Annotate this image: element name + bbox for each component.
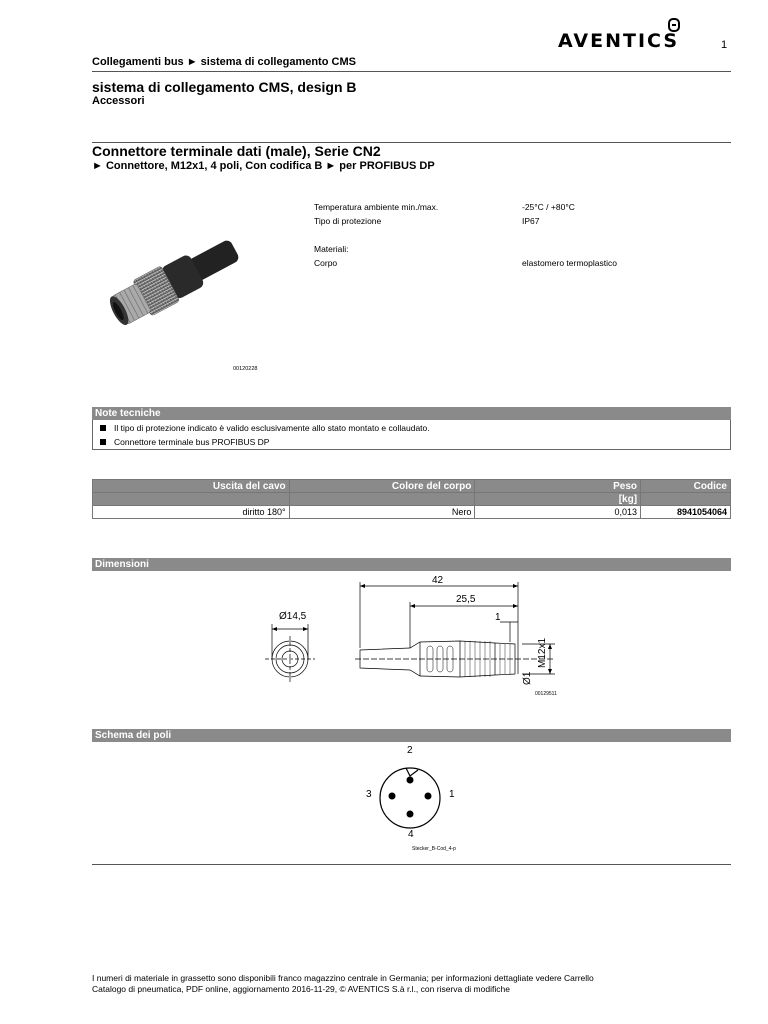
spec-label: Materiali: bbox=[314, 244, 349, 254]
dim-o1-label: Ø1 bbox=[522, 671, 533, 685]
spec-label: Corpo bbox=[314, 258, 338, 268]
dim-diameter-label: Ø14,5 bbox=[279, 611, 307, 622]
drawing-code: Stecker_B-Cod_4-p bbox=[412, 846, 456, 852]
cell-peso: 0,013 bbox=[475, 506, 641, 519]
dim-25-5-label: 25,5 bbox=[456, 594, 476, 605]
pin-label-3: 3 bbox=[366, 789, 372, 800]
dim-1-label: 1 bbox=[495, 612, 501, 623]
pins-header: Schema dei poli bbox=[92, 729, 731, 742]
note-text: Connettore terminale bus PROFIBUS DP bbox=[114, 437, 270, 447]
footer-line: Catalogo di pneumatica, PDF online, aggiornamento 2016-11-29, © AVENTICS S.à r.l., con riserva di modifiche bbox=[92, 984, 510, 994]
notes-header: Note tecniche bbox=[92, 407, 731, 420]
product-path: ► Connettore, M12x1, 4 poli, Con codifica B ► per PROFIBUS DP bbox=[92, 160, 435, 172]
page-number: 1 bbox=[721, 39, 728, 51]
cell-uscita: diritto 180° bbox=[93, 506, 290, 519]
page-title: sistema di collegamento CMS, design B bbox=[92, 79, 357, 95]
pin-label-1: 1 bbox=[449, 789, 455, 800]
dimensions-header: Dimensioni bbox=[92, 558, 731, 571]
order-table bbox=[92, 479, 731, 519]
note-item bbox=[100, 437, 269, 447]
table-units-row bbox=[93, 493, 731, 506]
col-unit bbox=[641, 493, 731, 506]
bullet-icon bbox=[100, 425, 106, 431]
cell-codice: 8941054064 bbox=[641, 506, 731, 519]
pin-label-4: 4 bbox=[408, 829, 414, 840]
breadcrumb: Collegamenti bus ► sistema di collegamento CMS bbox=[92, 56, 356, 68]
col-unit bbox=[93, 493, 290, 506]
col-unit: [kg] bbox=[475, 493, 641, 506]
page-subtitle: Accessori bbox=[92, 95, 145, 107]
table-row bbox=[93, 506, 731, 519]
col-header: Peso bbox=[475, 480, 641, 493]
col-header: Colore del corpo bbox=[289, 480, 475, 493]
drawing-code: 00129511 bbox=[535, 691, 557, 697]
pin-label-2: 2 bbox=[407, 745, 413, 756]
dimension-drawing bbox=[260, 574, 560, 704]
dim-m12-label: M12x1 bbox=[537, 637, 548, 668]
brand-mark-icon bbox=[668, 18, 680, 32]
brand-name: AVENTICS bbox=[558, 30, 680, 52]
col-unit bbox=[289, 493, 475, 506]
image-code: 00120228 bbox=[233, 366, 258, 372]
spec-value: elastomero termoplastico bbox=[522, 258, 617, 268]
divider bbox=[92, 864, 731, 865]
spec-value: IP67 bbox=[522, 216, 540, 226]
spec-label: Tipo di protezione bbox=[314, 216, 382, 226]
note-text: Il tipo di protezione indicato è valido esclusivamente allo stato montato e collaudato. bbox=[114, 423, 430, 433]
divider bbox=[92, 71, 731, 72]
connector-product-image bbox=[98, 232, 248, 332]
col-header: Codice bbox=[641, 480, 731, 493]
dim-42-label: 42 bbox=[432, 575, 444, 586]
pin-diagram bbox=[370, 758, 450, 838]
brand-logo bbox=[558, 30, 679, 52]
col-header: Uscita del cavo bbox=[93, 480, 290, 493]
spec-label: Temperatura ambiente min./max. bbox=[314, 202, 439, 212]
footer-line: I numeri di materiale in grassetto sono disponibili franco magazzino centrale in Germania; per informazioni dettagliate vedere Carrello bbox=[92, 973, 594, 983]
note-item bbox=[100, 423, 430, 433]
cell-colore: Nero bbox=[289, 506, 475, 519]
bullet-icon bbox=[100, 439, 106, 445]
spec-value: -25°C / +80°C bbox=[522, 202, 575, 212]
product-title: Connettore terminale dati (male), Serie CN2 bbox=[92, 143, 381, 159]
table-header-row bbox=[93, 480, 731, 493]
